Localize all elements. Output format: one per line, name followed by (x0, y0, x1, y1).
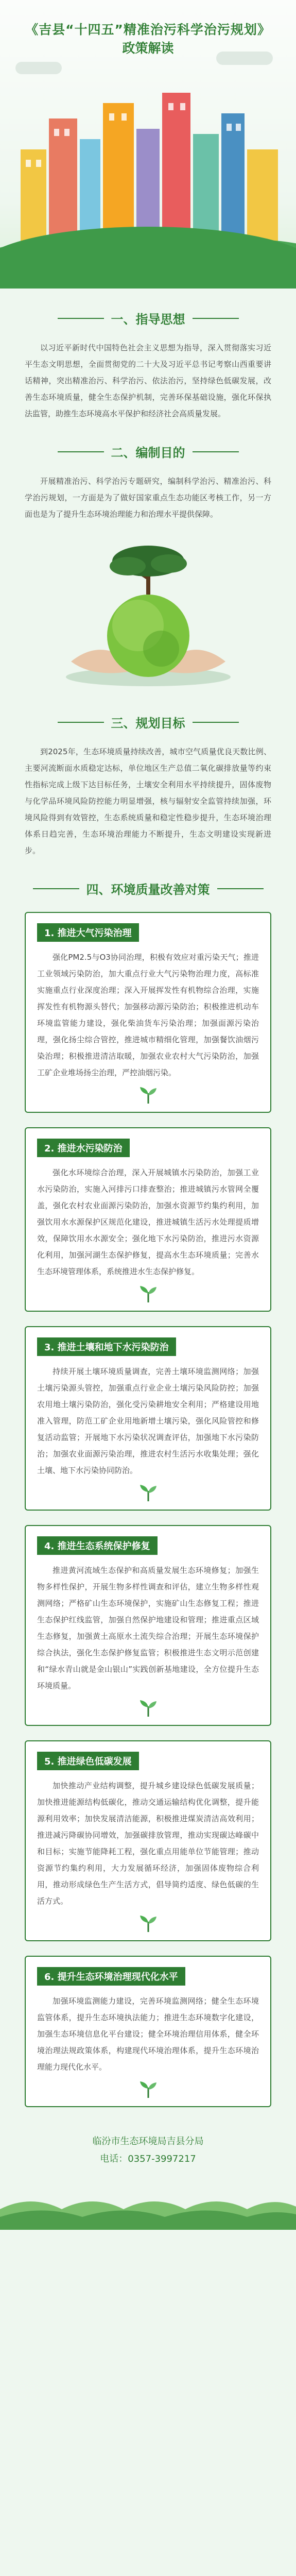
divider-line (58, 318, 104, 319)
section-title: 四、环境质量改善对策 (86, 883, 210, 897)
page-subtitle: 政策解读 (122, 41, 174, 56)
cloud-icon (15, 62, 62, 74)
page-title: 《吉县“十四五”精准治污科学治污规划》 (25, 22, 271, 37)
section-text: 开展精准治污、科学治污专题研究，编制科学治污、精准治污、科学治污规划，一方面是为了做好国家重点生态功能区考核工作，另一方面也是为了提升生态环境治理能力和治理水平提供保障。 (25, 477, 271, 519)
measure-text: 加强环境监测能力建设，完善环境监测网络；健全生态环境监管体系，提升生态环境执法能力；推进生态环境数字化建设，加强生态环境信息化平台建设；健全环境治理信用体系，健全环境治理法规政策体系，构建现代环境治理体系，提升生态环境治理能力现代化水平。 (37, 1996, 259, 2072)
footer-org: 临汾市生态环境局吉县分局 (92, 2136, 204, 2147)
measure-text: 持续开展土壤环境质量调查，完善土壤环境监测网络；加强土壤污染源头管控，加强重点行业企业土壤污染风险防控；加强农用地土壤污染防治，强化受污染耕地安全利用；严格建设用地准入管理，防范工矿企业用地新增土壤污染，强化风险管控和修复活动监管；开展地下水污染状况调查评估，加强地下水污染防治；加强农业面源污染治理，推进农村生活污水收集处理；强化土壤、地下水污染协同防治。 (37, 1367, 259, 1475)
section-text: 到2025年，生态环境质量持续改善，城市空气质量优良天数比例、主要河流断面水质稳定达标，单位地区生产总值二氧化碳排放量等约束性指标完成上级下达目标任务，土壤安全利用水平持续提升，固体废物与化学品环境风险防控能力明显增强，核与辐射安全监管持续加强，环境风险得到有效管控，生态系统质量和稳定性稳步提升，生态环境治理体系日趋完善，生态环境治理能力不断提升，生态文明建设实现新进步。 (25, 747, 271, 855)
section-text: 以习近平新时代中国特色社会主义思想为指导，深入贯彻落实习近平生态文明思想，全面贯彻党的二十大及习近平总书记考察山西重要讲话精神，突出精准治污、科学治污、依法治污，坚持绿色低碳发展，改善生态环境质量，健全生态保护机制，完善环保基础设施，强化环保执法监管，助推生态环境高水平保护和经济社会高质量发展。 (25, 343, 271, 418)
measure-card-1 (25, 912, 271, 1113)
sprout-icon (37, 1484, 259, 1501)
measure-title: 2. 推进水污染防治 (37, 1139, 130, 1157)
divider-line (193, 318, 239, 319)
measure-title: 5. 推进绿色低碳发展 (37, 1752, 139, 1770)
content-area (0, 309, 296, 2107)
hill-shape (0, 227, 296, 289)
measure-text: 强化水环境综合治理，深入开展城镇水污染防治，加强工业水污染防治，实施入河排污口排查整治；推进城镇污水管网全覆盖，强化农村农业面源污染防治，加强水资源节约集约利用，加强饮用水水源保护区规范化建设，推进城镇生活污水处理提质增效，保障饮用水水源安全；强化地下水污染防治，推进污水资源化利用，加强河湖生态保护修复，提高水生态环境质量；完善水生态环境管理体系，系统推进水生态保护修复。 (37, 1168, 259, 1276)
section-heading-4 (25, 879, 271, 897)
section-heading-3 (25, 713, 271, 731)
measure-card-4 (25, 1525, 271, 1726)
measure-card-3 (25, 1326, 271, 1511)
section-title: 三、规划目标 (111, 716, 185, 731)
globe-illustration (25, 538, 271, 692)
section-heading-1 (25, 309, 271, 327)
measure-title: 4. 推进生态系统保护修复 (37, 1536, 158, 1555)
measure-card-5 (25, 1740, 271, 1941)
divider-line (217, 888, 264, 889)
sprout-icon (37, 1699, 259, 1717)
grass-illustration (0, 2183, 296, 2230)
footer (0, 2107, 296, 2230)
footer-phone: 电话：0357-3997217 (100, 2154, 196, 2164)
measure-card-6 (25, 1956, 271, 2107)
measure-text: 加快推动产业结构调整，提升城乡建设绿色低碳发展质量；加快推进能源结构低碳化，推动交通运输结构优化调整，提升能源利用效率；加快发展清洁能源，积极推进煤炭清洁高效利用；推进减污降碳协同增效，加强碳排放管理，推动实现碳达峰碳中和目标；实施节能降耗工程，强化重点用能单位节能管理；推动资源节约集约利用，大力发展循环经济，加强固体废物综合利用，推动形成绿色生产生活方式，倡导简约适度、绿色低碳的生活方式。 (37, 1781, 259, 1906)
measure-card-2 (25, 1127, 271, 1312)
section-heading-2 (25, 443, 271, 461)
cloud-icon (216, 52, 273, 65)
divider-line (193, 722, 239, 723)
divider-line (33, 888, 79, 889)
measure-title: 3. 推进土壤和地下水污染防治 (37, 1337, 176, 1356)
divider-line (193, 451, 239, 452)
tree-globe-icon (50, 538, 246, 692)
sprout-icon (37, 2080, 259, 2098)
section-title: 一、指导思想 (111, 312, 185, 327)
measure-text: 推进黄河流域生态保护和高质量发展生态环境修复；加强生物多样性保护，开展生物多样性调查和评估，建立生物多样性观测网络；严格矿山生态环境保护，实施矿山生态修复工程；推进生态保护红线监管，加强自然保护地建设和管理；推进重点区域生态修复，加强黄土高原水土流失综合治理；开展生态环境保护综合执法，强化生态保护修复监管；积极推进生态文明示范创建和“绿水青山就是金山银山”实践创新基地建设，全方位提升生态环境质量。 (37, 1566, 259, 1690)
measure-title: 6. 提升生态环境治理现代化水平 (37, 1967, 185, 1986)
measure-title: 1. 推进大气污染治理 (37, 923, 139, 942)
sprout-icon (37, 1914, 259, 1932)
sprout-icon (37, 1086, 259, 1104)
section-title: 二、编制目的 (111, 446, 185, 460)
sprout-icon (37, 1285, 259, 1302)
measure-text: 强化PM2.5与O3协同治理，积极有效应对重污染天气；推进工业领域污染防治，加大重点行业大气污染物治理力度，高标准实施重点行业深度治理；深入开展挥发性有机物综合治理，实施挥发性有机物源头替代；加强移动源污染防治；积极推进机动车环境监管能力建设，强化柴油货车污染治理；加强面源污染治理，强化扬尘综合管控，推进城市精细化管理，加强餐饮油烟污染治理；积极推进清洁取暖，加强农业农村大气污染防治，加强工矿企业堆场扬尘治理，严控油烟污染。 (37, 953, 259, 1077)
divider-line (58, 451, 104, 452)
divider-line (58, 722, 104, 723)
header-banner (0, 0, 296, 289)
